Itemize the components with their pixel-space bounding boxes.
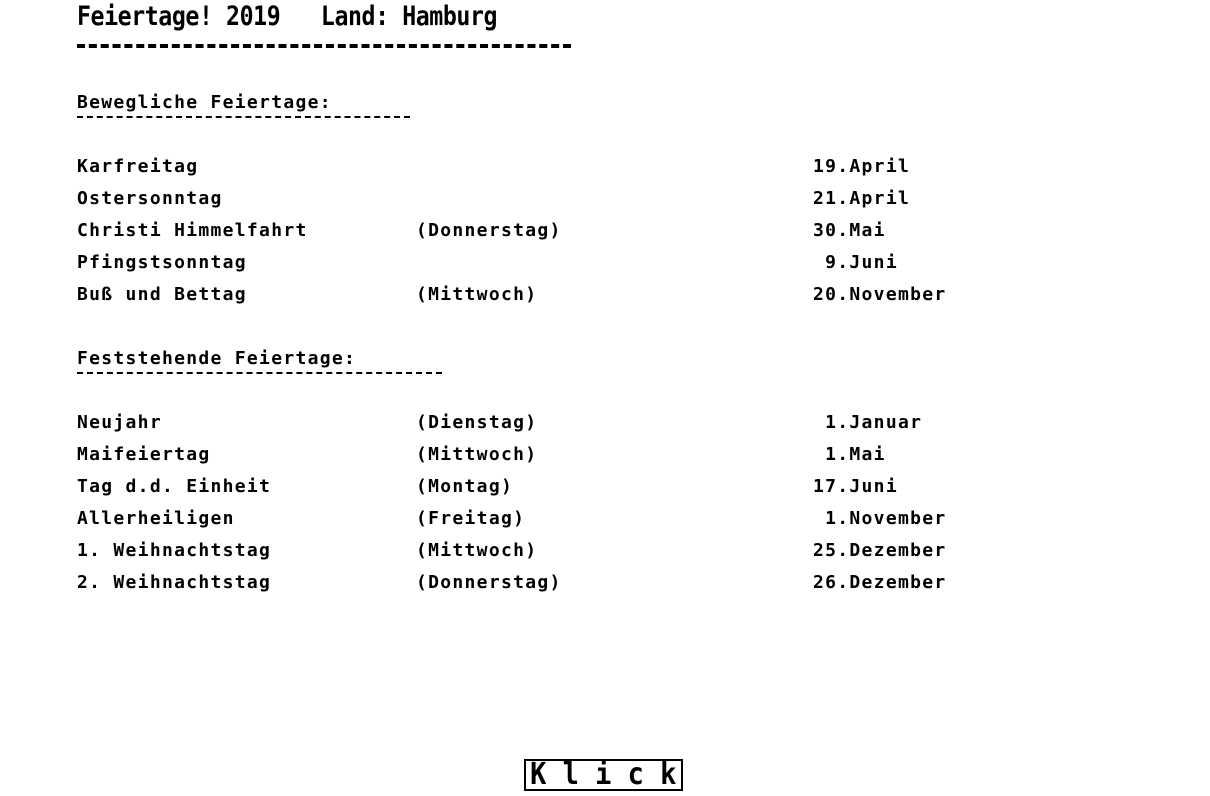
holiday-date: 21.April: [813, 188, 911, 209]
holiday-name: Neujahr: [77, 412, 162, 433]
holiday-name: Pfingstsonntag: [77, 252, 247, 273]
holiday-weekday: (Mittwoch): [416, 444, 538, 465]
holiday-name: 1. Weihnachtstag: [77, 540, 272, 561]
holiday-weekday: (Montag): [416, 476, 514, 497]
holiday-date: 1.Januar: [813, 412, 923, 433]
holiday-date: 1.Mai: [813, 444, 886, 465]
holiday-weekday: (Mittwoch): [416, 540, 538, 561]
title-underline: [77, 44, 571, 48]
holiday-date: 9.Juni: [813, 252, 898, 273]
klick-button[interactable]: [524, 759, 683, 791]
holiday-date: 20.November: [813, 284, 947, 305]
holiday-name: Tag d.d. Einheit: [77, 476, 272, 497]
holiday-name: Ostersonntag: [77, 188, 223, 209]
holiday-weekday: (Mittwoch): [416, 284, 538, 305]
movable-heading-underline: [77, 116, 410, 118]
movable-holidays-heading: Bewegliche Feiertage:: [77, 92, 332, 113]
fixed-holidays-heading: Feststehende Feiertage:: [77, 348, 357, 369]
page-title: Feiertage! 2019 Land: Hamburg: [77, 1, 498, 32]
holiday-date: 19.April: [813, 156, 911, 177]
holiday-date: 17.Juni: [813, 476, 898, 497]
holiday-weekday: (Donnerstag): [416, 572, 562, 593]
klick-button-label: K l i c k: [530, 757, 677, 792]
fixed-heading-underline: [77, 372, 442, 374]
holiday-name: Buß und Bettag: [77, 284, 247, 305]
holiday-name: Karfreitag: [77, 156, 199, 177]
holiday-name: 2. Weihnachtstag: [77, 572, 272, 593]
holiday-date: 26.Dezember: [813, 572, 947, 593]
holiday-date: 25.Dezember: [813, 540, 947, 561]
holiday-name: Maifeiertag: [77, 444, 211, 465]
holiday-date: 30.Mai: [813, 220, 886, 241]
holiday-date: 1.November: [813, 508, 947, 529]
holiday-weekday: (Dienstag): [416, 412, 538, 433]
holiday-weekday: (Freitag): [416, 508, 526, 529]
holiday-name: Allerheiligen: [77, 508, 235, 529]
holiday-name: Christi Himmelfahrt: [77, 220, 308, 241]
holiday-weekday: (Donnerstag): [416, 220, 562, 241]
